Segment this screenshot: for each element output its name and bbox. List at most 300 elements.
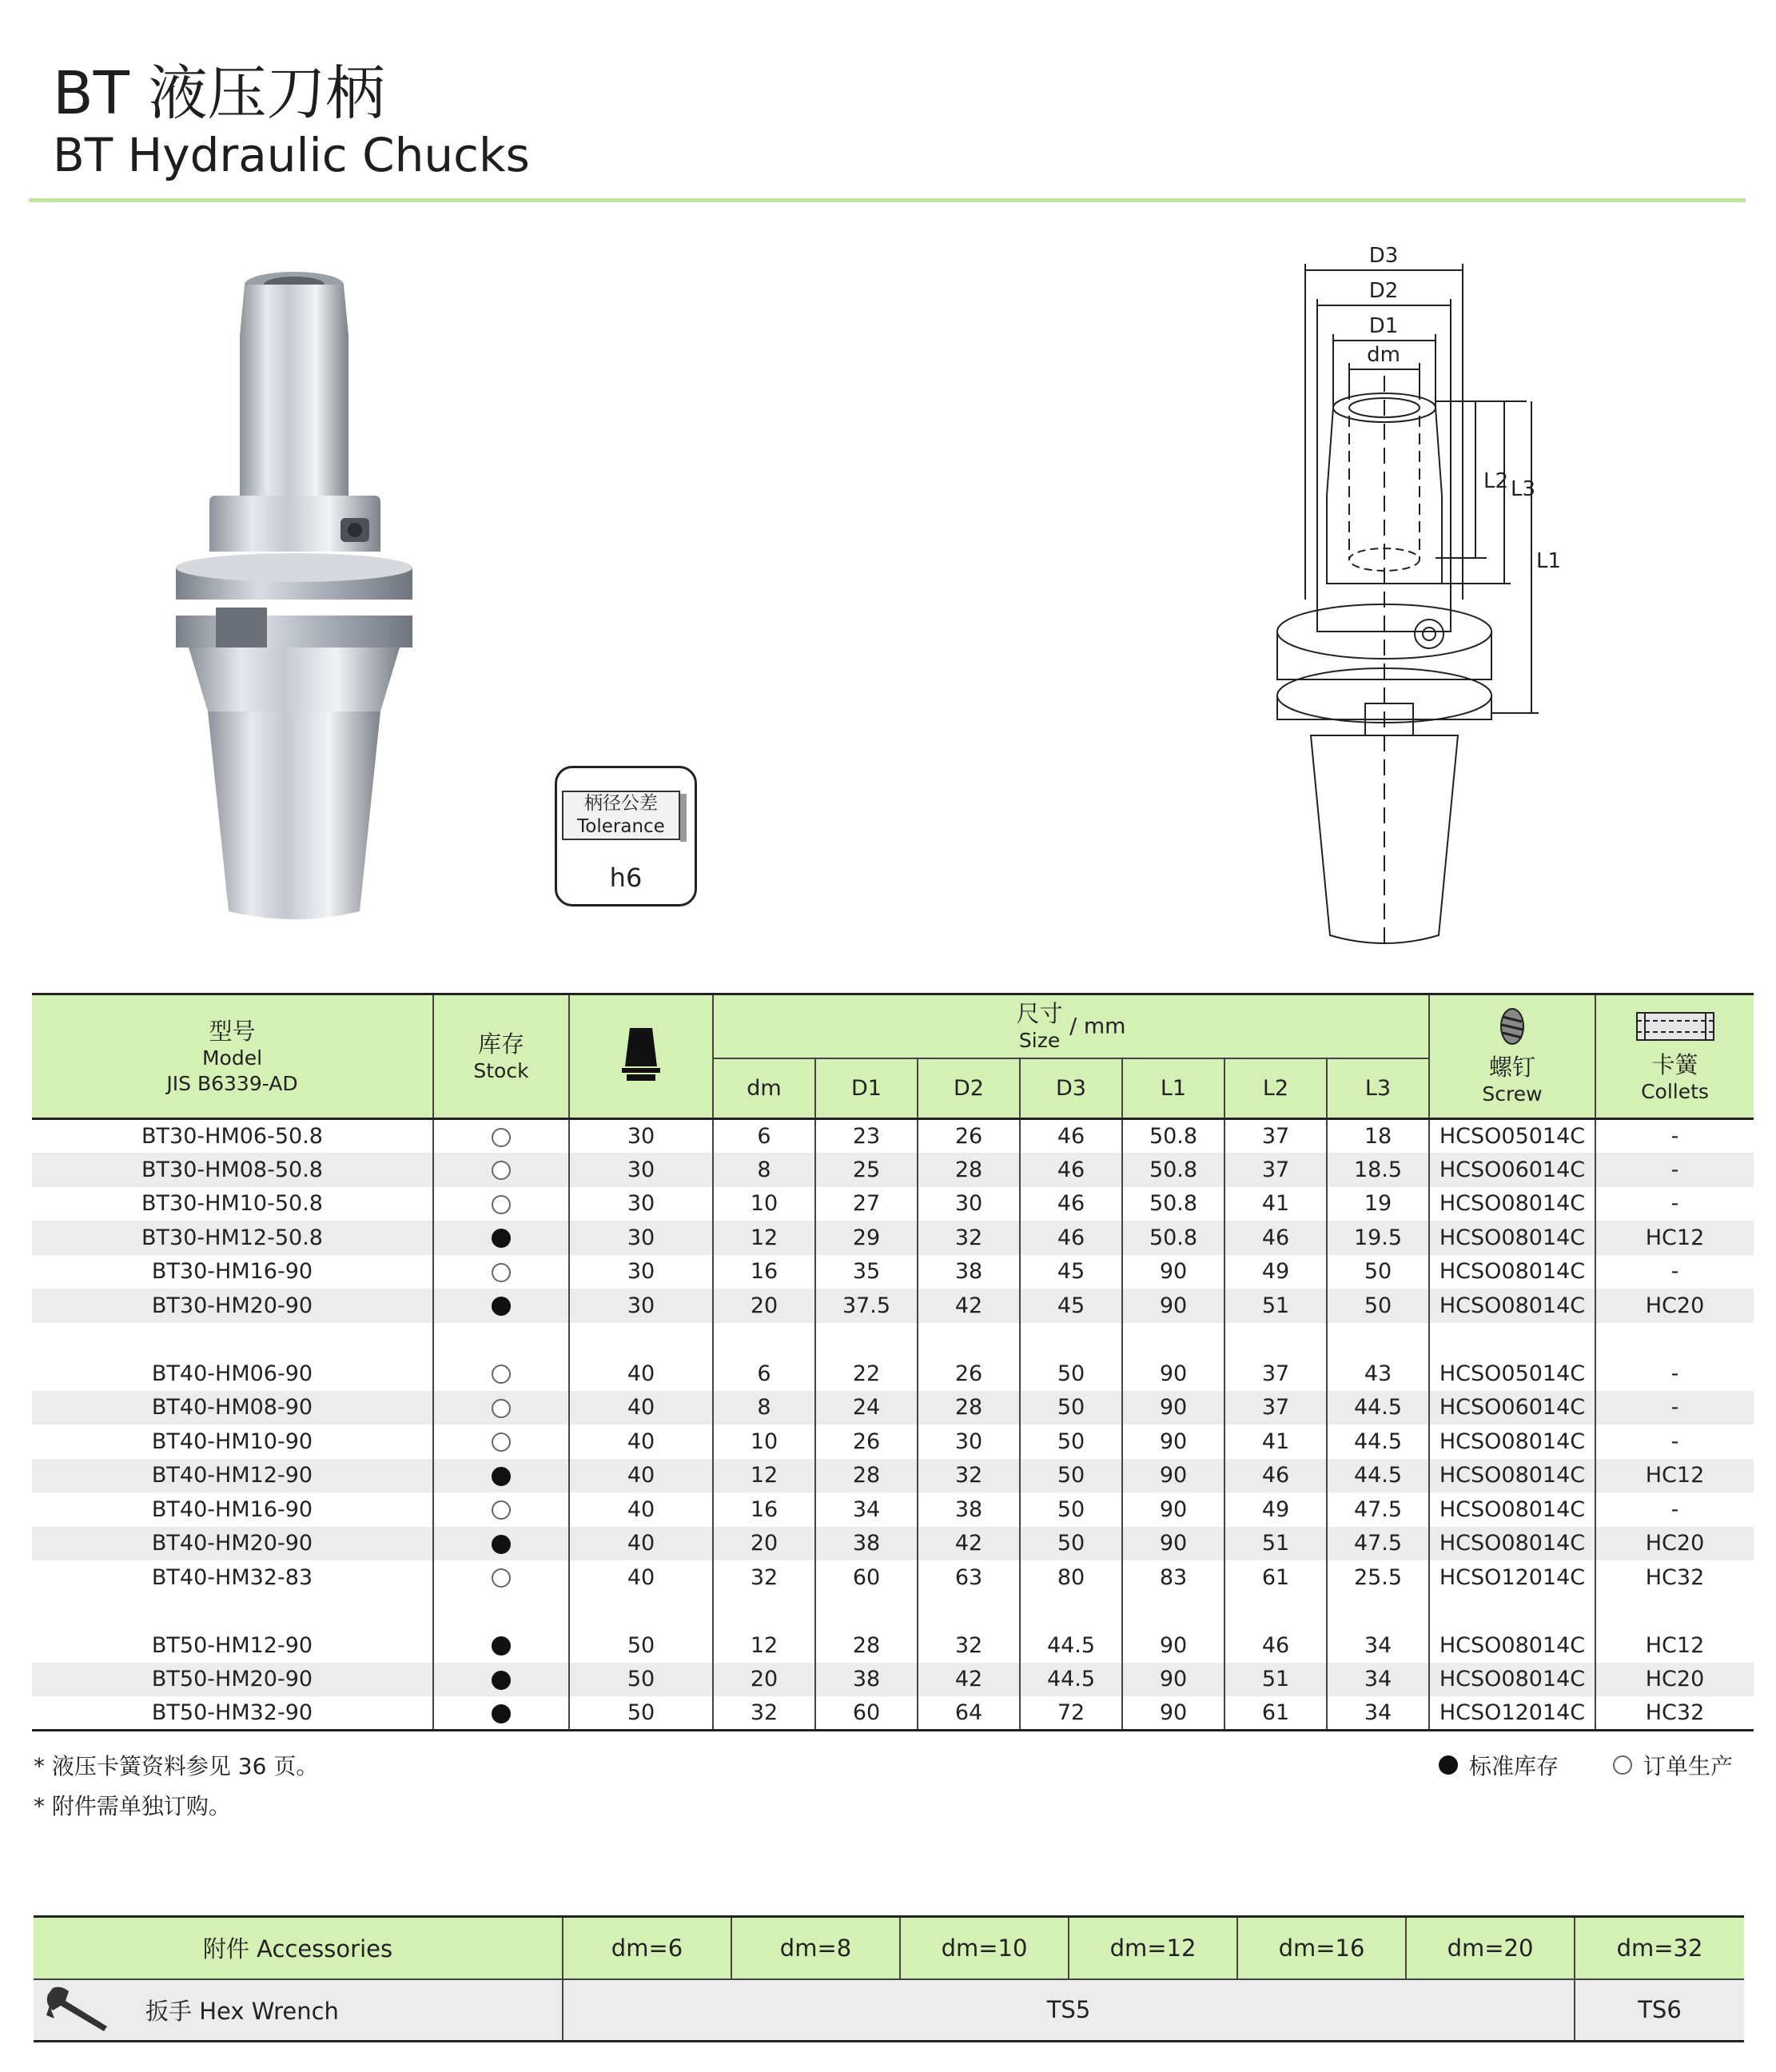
cell-stock xyxy=(433,1391,569,1425)
spacer-cell xyxy=(32,1323,433,1357)
cell-d1: 29 xyxy=(815,1221,918,1255)
cell-d2: 63 xyxy=(918,1560,1020,1595)
cell-d1: 34 xyxy=(815,1492,918,1527)
spacer-cell xyxy=(713,1595,815,1629)
cell-dm: 10 xyxy=(713,1424,815,1459)
cell-stock xyxy=(433,1696,569,1731)
cell-l1: 90 xyxy=(1122,1663,1224,1697)
spec-table-body xyxy=(32,1119,1754,1731)
header-stock-en: Stock xyxy=(473,1058,529,1082)
legend-order-dot xyxy=(1613,1755,1632,1775)
cell-model: BT40-HM12-90 xyxy=(32,1459,433,1493)
accessories-table xyxy=(34,1915,1744,2042)
spacer-cell xyxy=(1224,1323,1327,1357)
cell-d2: 32 xyxy=(918,1628,1020,1663)
cell-l3: 18.5 xyxy=(1327,1153,1429,1187)
spacer-cell xyxy=(1020,1323,1122,1357)
cell-taper: 50 xyxy=(569,1696,713,1731)
cell-d3: 46 xyxy=(1020,1119,1122,1154)
cell-d1: 38 xyxy=(815,1527,918,1561)
cell-collet: HC12 xyxy=(1595,1221,1754,1255)
header-d3: D3 xyxy=(1020,1058,1122,1119)
cell-screw: HCSO12014C xyxy=(1429,1560,1595,1595)
table-row xyxy=(32,1663,1754,1697)
cell-l2: 49 xyxy=(1224,1492,1327,1527)
cell-model: BT50-HM20-90 xyxy=(32,1663,433,1697)
cell-d1: 60 xyxy=(815,1560,918,1595)
cell-l3: 34 xyxy=(1327,1663,1429,1697)
cell-l2: 51 xyxy=(1224,1289,1327,1323)
header-collets-cn: 卡簧 xyxy=(1651,1051,1698,1078)
table-row-spacer xyxy=(32,1595,1754,1629)
header-d2: D2 xyxy=(918,1058,1020,1119)
dim-label-l3: L3 xyxy=(1511,477,1536,501)
cell-l1: 83 xyxy=(1122,1560,1224,1595)
cell-d2: 64 xyxy=(918,1696,1020,1731)
stock-standard-dot xyxy=(492,1535,511,1554)
stock-order-dot xyxy=(492,1500,511,1520)
cell-l1: 90 xyxy=(1122,1628,1224,1663)
cell-screw: HCSO06014C xyxy=(1429,1153,1595,1187)
cell-taper: 40 xyxy=(569,1391,713,1425)
header-model-en: Model xyxy=(201,1046,263,1070)
spacer-cell xyxy=(433,1595,569,1629)
table-row xyxy=(32,1628,1754,1663)
title-divider xyxy=(29,198,1746,202)
cell-d1: 37.5 xyxy=(815,1289,918,1323)
stock-order-dot xyxy=(492,1161,511,1180)
cell-screw: HCSO08014C xyxy=(1429,1255,1595,1289)
cell-screw: HCSO12014C xyxy=(1429,1696,1595,1731)
cell-l3: 47.5 xyxy=(1327,1527,1429,1561)
cell-l3: 44.5 xyxy=(1327,1459,1429,1493)
cell-d3: 45 xyxy=(1020,1255,1122,1289)
cell-collet: HC32 xyxy=(1595,1560,1754,1595)
cell-d2: 38 xyxy=(918,1255,1020,1289)
tolerance-value: h6 xyxy=(609,863,643,893)
spacer-cell xyxy=(1020,1595,1122,1629)
stock-standard-dot xyxy=(492,1671,511,1690)
table-row xyxy=(32,1696,1754,1731)
table-row xyxy=(32,1119,1754,1154)
cell-d1: 60 xyxy=(815,1696,918,1731)
spacer-cell xyxy=(713,1323,815,1357)
cell-l1: 90 xyxy=(1122,1459,1224,1493)
cell-collet: - xyxy=(1595,1391,1754,1425)
cell-taper: 40 xyxy=(569,1492,713,1527)
cell-screw: HCSO05014C xyxy=(1429,1119,1595,1154)
dim-label-d3: D3 xyxy=(1368,244,1399,268)
cell-d2: 26 xyxy=(918,1357,1020,1391)
spacer-cell xyxy=(815,1595,918,1629)
cell-l3: 25.5 xyxy=(1327,1560,1429,1595)
spacer-cell xyxy=(918,1323,1020,1357)
cell-l2: 49 xyxy=(1224,1255,1327,1289)
cell-l2: 61 xyxy=(1224,1560,1327,1595)
cell-l3: 50 xyxy=(1327,1289,1429,1323)
header-l3: L3 xyxy=(1327,1058,1429,1119)
cell-l1: 90 xyxy=(1122,1255,1224,1289)
legend-standard-label: 标准库存 xyxy=(1469,1753,1559,1779)
cell-stock xyxy=(433,1527,569,1561)
cell-d3: 44.5 xyxy=(1020,1663,1122,1697)
cell-collet: - xyxy=(1595,1357,1754,1391)
cell-taper: 40 xyxy=(569,1560,713,1595)
header-model-std: JIS B6339-AD xyxy=(166,1071,298,1095)
stock-order-dot xyxy=(492,1128,511,1147)
screw-icon xyxy=(1495,1006,1530,1047)
cell-l1: 90 xyxy=(1122,1492,1224,1527)
cell-model: BT40-HM10-90 xyxy=(151,1428,313,1454)
cell-d1: 35 xyxy=(815,1255,918,1289)
cell-dm: 32 xyxy=(713,1696,815,1731)
cell-stock xyxy=(433,1492,569,1527)
cell-dm: 16 xyxy=(713,1255,815,1289)
cell-d2: 28 xyxy=(918,1391,1020,1425)
cell-d3: 50 xyxy=(1020,1424,1122,1459)
table-row xyxy=(32,1527,1754,1561)
cell-stock xyxy=(433,1153,569,1187)
spacer-cell xyxy=(569,1595,713,1629)
cell-d3: 50 xyxy=(1020,1391,1122,1425)
cell-collet: HC20 xyxy=(1595,1289,1754,1323)
table-row xyxy=(32,1560,1754,1595)
cell-stock xyxy=(433,1221,569,1255)
page-title-en: BT Hydraulic Chucks xyxy=(53,128,530,182)
cell-l1: 50.8 xyxy=(1122,1153,1224,1187)
stock-order-dot xyxy=(492,1365,511,1384)
cell-taper: 40 xyxy=(569,1357,713,1391)
cell-d2: 42 xyxy=(918,1527,1020,1561)
header-taper xyxy=(569,994,713,1119)
cell-l3: 19.5 xyxy=(1327,1221,1429,1255)
cell-l1: 90 xyxy=(1122,1424,1224,1459)
cell-model: BT40-HM16-90 xyxy=(151,1496,313,1522)
wrench-row-label xyxy=(34,1979,563,2042)
cell-d1: 28 xyxy=(815,1628,918,1663)
spacer-cell xyxy=(32,1595,433,1629)
stock-order-dot xyxy=(492,1432,511,1452)
cell-screw: HCSO08014C xyxy=(1429,1628,1595,1663)
page-title-cn: BT 液压刀柄 xyxy=(53,59,385,128)
cell-d3: 44.5 xyxy=(1020,1628,1122,1663)
cell-d2: 30 xyxy=(918,1424,1020,1459)
cell-stock xyxy=(433,1560,569,1595)
acc-size-dm16: dm=16 xyxy=(1237,1917,1406,1979)
legend-standard-dot xyxy=(1439,1755,1458,1775)
cell-dm: 6 xyxy=(713,1119,815,1154)
stock-order-dot xyxy=(492,1195,511,1214)
spacer-cell xyxy=(1595,1323,1754,1357)
table-row xyxy=(32,1459,1754,1493)
header-size xyxy=(713,994,1429,1058)
cell-d2: 38 xyxy=(918,1492,1020,1527)
cell-taper: 40 xyxy=(569,1459,713,1493)
cell-screw: HCSO08014C xyxy=(1429,1663,1595,1697)
stock-standard-dot xyxy=(492,1467,511,1486)
stock-standard-dot xyxy=(492,1297,511,1316)
cell-stock xyxy=(433,1459,569,1493)
cell-model: BT30-HM16-90 xyxy=(151,1259,313,1285)
cell-l2: 37 xyxy=(1224,1357,1327,1391)
header-model xyxy=(32,994,433,1119)
spacer-cell xyxy=(1122,1323,1224,1357)
cell-collet: - xyxy=(1595,1255,1754,1289)
cell-screw: HCSO08014C xyxy=(1429,1424,1595,1459)
table-row xyxy=(32,1187,1754,1221)
cell-l2: 41 xyxy=(1224,1187,1327,1221)
cell-d3: 50 xyxy=(1020,1459,1122,1493)
cell-d1: 24 xyxy=(815,1391,918,1425)
cell-d3: 80 xyxy=(1020,1560,1122,1595)
spacer-cell xyxy=(433,1323,569,1357)
cell-stock xyxy=(433,1424,569,1459)
dim-label-l2: L2 xyxy=(1483,469,1509,493)
note-accessories-separate: * 附件需单独订购。 xyxy=(34,1793,231,1819)
cell-taper: 50 xyxy=(569,1628,713,1663)
cell-dm: 20 xyxy=(713,1527,815,1561)
header-screw-cn: 螺钉 xyxy=(1488,1054,1535,1081)
cell-d1: 28 xyxy=(815,1459,918,1493)
cell-d1: 22 xyxy=(815,1357,918,1391)
acc-size-dm8: dm=8 xyxy=(731,1917,900,1979)
spacer-cell xyxy=(1122,1595,1224,1629)
hex-wrench-icon xyxy=(42,1983,109,2034)
cell-d3: 50 xyxy=(1020,1527,1122,1561)
cell-stock xyxy=(433,1255,569,1289)
cell-taper: 30 xyxy=(569,1119,713,1154)
cell-d3: 50 xyxy=(1020,1492,1122,1527)
acc-size-dm6: dm=6 xyxy=(563,1917,731,1979)
cell-dm: 12 xyxy=(713,1628,815,1663)
cell-l3: 18 xyxy=(1327,1119,1429,1154)
cell-model: BT30-HM08-50.8 xyxy=(32,1153,433,1187)
spacer-cell xyxy=(1327,1595,1429,1629)
legend-order xyxy=(1613,1749,1733,1781)
table-row xyxy=(32,1424,1754,1459)
table-row-spacer xyxy=(32,1323,1754,1357)
table-row xyxy=(32,1255,1754,1289)
header-screw-en: Screw xyxy=(1482,1082,1543,1106)
acc-size-dm32: dm=32 xyxy=(1575,1917,1744,1979)
cell-l3: 34 xyxy=(1327,1628,1429,1663)
header-stock xyxy=(433,994,569,1119)
acc-size-dm10: dm=10 xyxy=(900,1917,1069,1979)
cell-l2: 46 xyxy=(1224,1628,1327,1663)
cell-l3: 44.5 xyxy=(1327,1391,1429,1425)
cell-model: BT30-HM10-50.8 xyxy=(141,1191,323,1217)
cell-screw: HCSO08014C xyxy=(1429,1492,1595,1527)
cell-d2: 28 xyxy=(918,1153,1020,1187)
cell-l1: 90 xyxy=(1122,1289,1224,1323)
cell-dm: 10 xyxy=(713,1187,815,1221)
cell-stock xyxy=(433,1628,569,1663)
cell-taper: 30 xyxy=(569,1221,713,1255)
spacer-cell xyxy=(918,1595,1020,1629)
cell-d1: 26 xyxy=(815,1424,918,1459)
cell-screw: HCSO08014C xyxy=(1429,1289,1595,1323)
cell-d2: 30 xyxy=(918,1187,1020,1221)
cell-model: BT30-HM12-50.8 xyxy=(32,1221,433,1255)
spacer-cell xyxy=(1429,1323,1595,1357)
header-stock-cn: 库存 xyxy=(477,1030,524,1058)
cell-stock xyxy=(433,1119,569,1154)
header-l1: L1 xyxy=(1122,1058,1224,1119)
cell-l3: 34 xyxy=(1327,1696,1429,1731)
cell-dm: 20 xyxy=(713,1663,815,1697)
cell-l3: 43 xyxy=(1327,1357,1429,1391)
stock-order-dot xyxy=(492,1399,511,1418)
cell-taper: 30 xyxy=(569,1153,713,1187)
header-dm: dm xyxy=(713,1058,815,1119)
cell-d1: 38 xyxy=(815,1663,918,1697)
legend-standard xyxy=(1439,1749,1559,1781)
cell-l2: 46 xyxy=(1224,1221,1327,1255)
cell-screw: HCSO08014C xyxy=(1429,1527,1595,1561)
cell-dm: 8 xyxy=(713,1153,815,1187)
cell-taper: 30 xyxy=(569,1255,713,1289)
cell-taper: 40 xyxy=(569,1527,713,1561)
cell-l2: 37 xyxy=(1224,1391,1327,1425)
cell-d3: 46 xyxy=(1020,1221,1122,1255)
cell-dm: 12 xyxy=(713,1459,815,1493)
cell-d2: 42 xyxy=(918,1289,1020,1323)
header-l2: L2 xyxy=(1224,1058,1327,1119)
cell-l3: 44.5 xyxy=(1327,1424,1429,1459)
cell-l1: 50.8 xyxy=(1122,1187,1224,1221)
cell-screw: HCSO08014C xyxy=(1429,1221,1595,1255)
header-d1: D1 xyxy=(815,1058,918,1119)
table-row xyxy=(32,1391,1754,1425)
cell-l2: 41 xyxy=(1224,1424,1327,1459)
spec-table xyxy=(32,993,1754,1731)
cell-l2: 37 xyxy=(1224,1119,1327,1154)
taper-icon xyxy=(617,1025,665,1082)
cell-collet: HC12 xyxy=(1595,1459,1754,1493)
cell-d3: 45 xyxy=(1020,1289,1122,1323)
header-size-en: Size xyxy=(1018,1028,1061,1052)
cell-dm: 12 xyxy=(713,1221,815,1255)
cell-model: BT40-HM20-90 xyxy=(32,1527,433,1561)
dim-label-l1: L1 xyxy=(1536,549,1562,573)
cell-d1: 25 xyxy=(815,1153,918,1187)
cell-collet: - xyxy=(1595,1492,1754,1527)
cell-dm: 16 xyxy=(713,1492,815,1527)
stock-standard-dot xyxy=(492,1229,511,1248)
header-size-cn: 尺寸 xyxy=(1016,999,1063,1027)
cell-taper: 30 xyxy=(569,1187,713,1221)
cell-model: BT30-HM06-50.8 xyxy=(141,1124,323,1149)
table-row xyxy=(32,1153,1754,1187)
cell-stock xyxy=(433,1289,569,1323)
cell-collet: - xyxy=(1595,1187,1754,1221)
cell-dm: 6 xyxy=(713,1357,815,1391)
cell-collet: HC32 xyxy=(1595,1696,1754,1731)
cell-d3: 72 xyxy=(1020,1696,1122,1731)
cell-collet: - xyxy=(1595,1153,1754,1187)
tolerance-box xyxy=(555,766,697,906)
acc-size-dm12: dm=12 xyxy=(1069,1917,1237,1979)
cell-l2: 61 xyxy=(1224,1696,1327,1731)
table-row xyxy=(32,1221,1754,1255)
cell-collet: HC20 xyxy=(1595,1527,1754,1561)
spacer-cell xyxy=(1429,1595,1595,1629)
acc-size-dm20: dm=20 xyxy=(1406,1917,1575,1979)
cell-l3: 19 xyxy=(1327,1187,1429,1221)
cell-l2: 46 xyxy=(1224,1459,1327,1493)
cell-l1: 50.8 xyxy=(1122,1221,1224,1255)
cell-model: BT30-HM20-90 xyxy=(32,1289,433,1323)
cell-l1: 50.8 xyxy=(1122,1119,1224,1154)
table-row xyxy=(32,1357,1754,1391)
header-collets xyxy=(1595,994,1754,1119)
cell-l2: 37 xyxy=(1224,1153,1327,1187)
cell-l1: 90 xyxy=(1122,1527,1224,1561)
cell-l1: 90 xyxy=(1122,1696,1224,1731)
collet-icon xyxy=(1634,1008,1717,1045)
spacer-cell xyxy=(1595,1595,1754,1629)
cell-taper: 30 xyxy=(569,1289,713,1323)
cell-d2: 32 xyxy=(918,1459,1020,1493)
cell-stock xyxy=(433,1187,569,1221)
cell-screw: HCSO08014C xyxy=(1429,1459,1595,1493)
header-model-cn: 型号 xyxy=(209,1017,256,1045)
header-collets-en: Collets xyxy=(1641,1080,1709,1103)
cell-collet: - xyxy=(1595,1424,1754,1459)
cell-l1: 90 xyxy=(1122,1391,1224,1425)
wrench-label: 扳手 Hex Wrench xyxy=(145,1997,339,2025)
cell-dm: 32 xyxy=(713,1560,815,1595)
wrench-value-ts6: TS6 xyxy=(1575,1979,1744,2042)
legend-order-label: 订单生产 xyxy=(1643,1753,1734,1779)
wrench-value-ts5: TS5 xyxy=(563,1979,1575,2042)
technical-drawing xyxy=(1247,232,1615,967)
stock-order-dot xyxy=(492,1568,511,1588)
tolerance-label-cn: 柄径公差 xyxy=(584,793,658,814)
cell-taper: 40 xyxy=(569,1424,713,1459)
cell-collet: - xyxy=(1595,1119,1754,1154)
cell-stock xyxy=(433,1663,569,1697)
cell-model: BT40-HM06-90 xyxy=(151,1361,313,1386)
cell-model: BT50-HM32-90 xyxy=(32,1696,433,1731)
dim-label-d2: D2 xyxy=(1368,279,1399,303)
cell-collet: HC12 xyxy=(1595,1628,1754,1663)
cell-d1: 27 xyxy=(815,1187,918,1221)
cell-model: BT40-HM08-90 xyxy=(32,1391,433,1425)
spacer-cell xyxy=(569,1323,713,1357)
tolerance-label-en: Tolerance xyxy=(577,816,665,837)
cell-screw: HCSO08014C xyxy=(1429,1187,1595,1221)
header-screw xyxy=(1429,994,1595,1119)
cell-d3: 50 xyxy=(1020,1357,1122,1391)
cell-l2: 51 xyxy=(1224,1663,1327,1697)
accessories-header-label: 附件 Accessories xyxy=(34,1917,563,1979)
cell-taper: 50 xyxy=(569,1663,713,1697)
header-size-unit: / mm xyxy=(1069,1014,1126,1039)
cell-d2: 42 xyxy=(918,1663,1020,1697)
stock-standard-dot xyxy=(492,1636,511,1656)
cell-l2: 51 xyxy=(1224,1527,1327,1561)
cell-d2: 32 xyxy=(918,1221,1020,1255)
cell-model: BT40-HM32-83 xyxy=(151,1564,313,1590)
dim-label-d1: D1 xyxy=(1368,314,1399,338)
cell-d3: 46 xyxy=(1020,1153,1122,1187)
spacer-cell xyxy=(815,1323,918,1357)
cell-model: BT50-HM12-90 xyxy=(151,1632,313,1658)
cell-l3: 50 xyxy=(1327,1255,1429,1289)
cell-d1: 23 xyxy=(815,1119,918,1154)
cell-dm: 20 xyxy=(713,1289,815,1323)
